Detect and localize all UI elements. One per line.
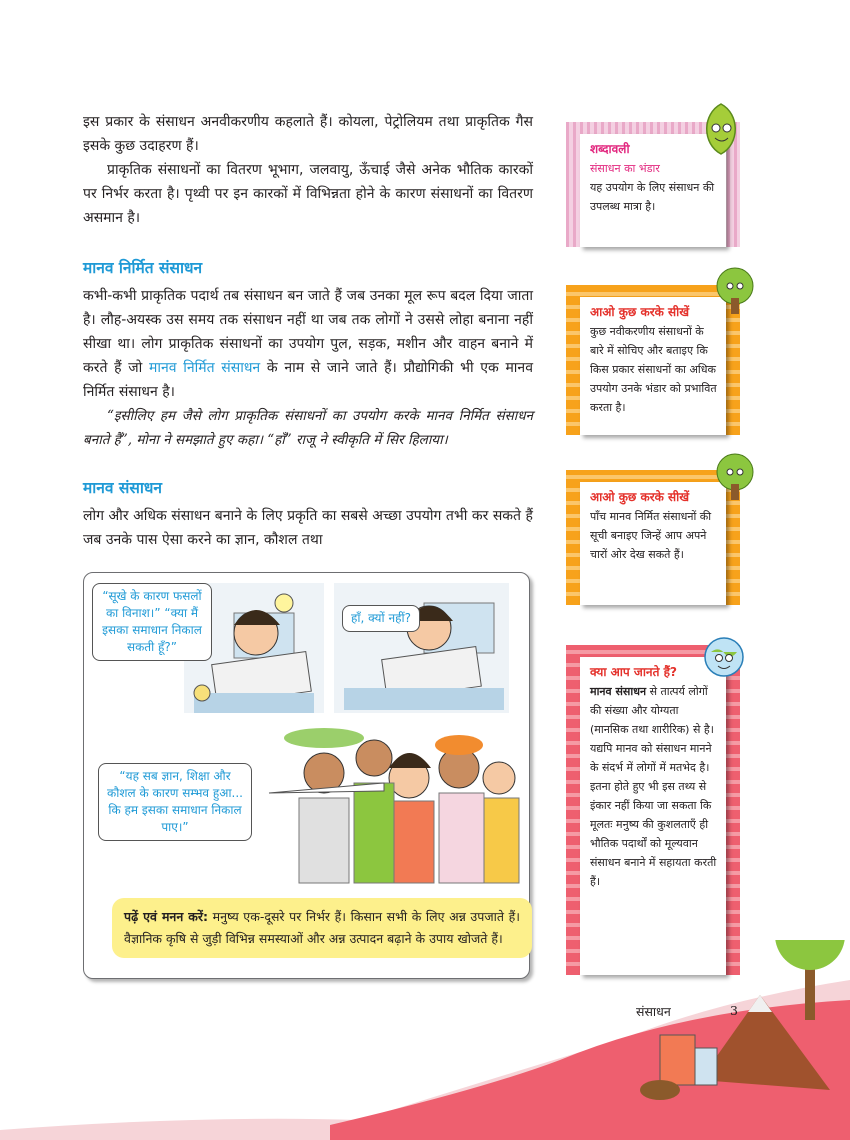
know-bold-term: मानव संसाधन [590, 685, 647, 698]
tree-mascot-icon [712, 266, 758, 316]
leaf-mascot-icon [700, 100, 742, 156]
know-title: क्या आप जानते हैं? [590, 665, 677, 679]
activity-title-2: आओ कुछ करके सीखें [590, 490, 690, 504]
footer-chapter-name: संसाधन [636, 1004, 671, 1019]
did-you-know-box [566, 645, 740, 975]
main-column [83, 110, 533, 230]
lab-bench [194, 693, 314, 713]
glossary-title: शब्दावली [590, 142, 630, 156]
flask-icon [194, 685, 210, 701]
manmade-term-link: मानव निर्मित संसाधन [148, 360, 261, 376]
comic-bubble-2: हाँ, क्यों नहीं? [342, 605, 420, 632]
intro-paragraph-1: इस प्रकार के संसाधन अनवीकरणीय कहलाते हैं। कोयला, पेट्रोलियम तथा प्राकृतिक गैस इसके कुछ उदाहरण हैं। [83, 114, 533, 154]
bulb-icon [275, 594, 293, 612]
know-body: से तात्पर्य लोगों की संख्या और योग्यता (मानसिक तथा शारीरिक) से है। यद्यपि मानव को संसाधन मानने के संदर्भ में लोगों में मतभेद है। इतना होते हुए भी इस तथ्य से इंकार नहीं किया जा सकता कि मूलतः मनुष्य की कुशलताएँ ही भौतिक पदार्थों को मूल्यवान संसाधन बनाने में सहायता करती हैं। [590, 685, 717, 888]
section-manmade [83, 256, 533, 452]
building [660, 1035, 695, 1085]
boat [640, 1080, 680, 1100]
comic-bubble-3: “यह सब ज्ञान, शिक्षा और कौशल के कारण सम्भव हुआ... कि हम इसका समाधान निकाल पाए।” [98, 763, 252, 841]
section-heading-manmade: मानव निर्मित संसाधन [83, 259, 203, 277]
section-human [83, 476, 533, 552]
tree-mascot-icon-2 [712, 452, 758, 502]
building-2 [695, 1048, 717, 1085]
glossary-term: संसाधन का भंडार [590, 162, 660, 175]
page-number: 3 [730, 1003, 738, 1018]
mona-quote: “इसीलिए हम जैसे लोग प्राकृतिक संसाधनों का उपयोग करके मानव निर्मित संसाधन बनाते हैं”, मोना ने समझाते हुए कहा। “हाँ” राजू ने स्वीकृति में सिर हिलाया। [83, 408, 533, 448]
human-paragraph: लोग और अधिक संसाधन बनाने के लिए प्रकृति का सबसे अच्छा उपयोग तभी कर सकते हैं जब उनके पास ऐसा करने का ज्ञान, कौशल तथा [83, 508, 533, 548]
footer-landscape [0, 940, 850, 1140]
manmade-text-a: कभी-कभी प्राकृतिक पदार्थ तब संसाधन बन जाते हैं जब उनका मूल रूप बदल दिया जाता है। लौह-अयस्क उस समय तक संसाधन नहीं था जब तक लोगों ने उससे लोहा बनाना नहीं सीखा था। लोग प्राकृतिक संसाधनों का उपयोग पुल, सड़क, मशीन और वाहन बनाने में करते हैं जो [83, 288, 533, 376]
activity-text-2: पाँच मानव निर्मित संसाधनों की सूची बनाइए जिन्हें आप अपने चारों ओर देख सकते हैं। [590, 510, 712, 561]
section-heading-human: मानव संसाधन [83, 479, 163, 497]
globe-mascot-icon [703, 636, 745, 678]
read-label: पढ़ें एवं मनन करें: [124, 909, 208, 924]
know-text [590, 682, 718, 891]
manmade-paragraph [83, 284, 533, 404]
intro-paragraph-2: प्राकृतिक संसाधनों का वितरण भूभाग, जलवायु, ऊँचाई जैसे अनेक भौतिक कारकों पर निर्भर करता है। पृथ्वी पर इन कारकों में विभिन्नता होने के कारण संसाधनों का वितरण असमान है। [83, 162, 533, 226]
read-text: मनुष्य एक-दूसरे पर निर्भर हैं। किसान सभी के लिए अन्न उपजाते हैं। वैज्ञानिक कृषि से जुड़ी विभिन्न समस्याओं और अन्न उत्पादन बढ़ाने के उपाय खोजते हैं। [124, 909, 520, 946]
comic-panel [83, 572, 530, 979]
glossary-definition: यह उपयोग के लिए संसाधन की उपलब्ध मात्रा है। [590, 181, 715, 213]
manmade-text-b: के नाम से जाने जाते हैं। प्रौद्योगिकी भी एक मानव निर्मित संसाधन है। [83, 360, 533, 400]
lab-bench-2 [344, 688, 504, 710]
activity-title-1: आओ कुछ करके सीखें [590, 305, 690, 319]
comic-bubble-1: “सूखे के कारण फसलों का विनाश।” “क्या मैं इसका समाधान निकाल सकती हूँ?” [92, 583, 212, 661]
people-group [284, 728, 519, 883]
activity-text-1: कुछ नवीकरणीय संसाधनों के बारे में सोचिए और बताइए कि किस प्रकार संसाधनों का अधिक उपयोग उनके भंडार को प्रभावित करता है। [590, 325, 717, 414]
tree-crown [775, 940, 845, 970]
